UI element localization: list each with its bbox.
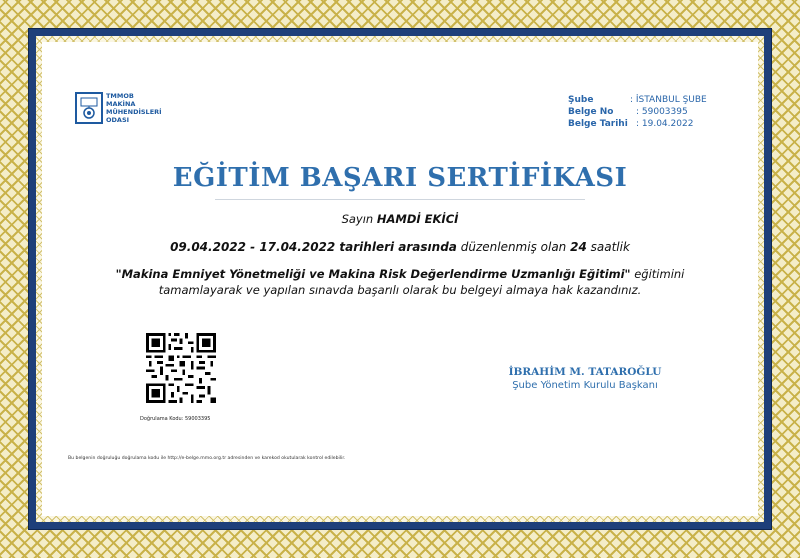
period-dates: 09.04.2022 - 17.04.2022 tarihleri arasında [170, 240, 457, 254]
logo-line: MAKİNA [106, 100, 136, 108]
period-hours: 24 [570, 240, 587, 254]
period-middle: düzenlenmiş olan [460, 240, 567, 254]
document-meta [568, 94, 707, 130]
meta-sube [568, 94, 707, 106]
title-divider [215, 199, 585, 200]
meta-belge-tarihi-value: : 19.04.2022 [636, 119, 694, 129]
logo-line: TMMOB [106, 92, 134, 100]
logo-line: ODASI [106, 116, 130, 124]
course-name: "Makina Emniyet Yönetmeliği ve Makina Risk Değerlendirme Uzmanlığı Eğitimi" [115, 267, 631, 281]
recipient-prefix: Sayın [341, 212, 374, 226]
period-line [0, 240, 800, 254]
signature-block [500, 366, 670, 391]
logo-line: MÜHENDİSLERİ [106, 108, 162, 116]
meta-sube-label: Şube [568, 95, 594, 105]
verification-note: Bu belgenin doğruluğu doğrulama kodu ile http://e-belge.mmo.org.tr adresinden ve karekod okutularak kontrol edilebilir. [68, 456, 346, 461]
qr-caption: Doğrulama Kodu: 59003395 [140, 416, 211, 422]
recipient-name: HAMDİ EKİCİ [376, 212, 459, 226]
recipient-line [0, 212, 800, 226]
signer-role: Şube Yönetim Kurulu Başkanı [512, 380, 658, 391]
qr-code-icon [146, 333, 216, 403]
meta-sube-value: : İSTANBUL ŞUBE [630, 95, 707, 105]
gear-emblem-icon [75, 92, 103, 124]
signer-name: İBRAHİM M. TATAROĞLU [508, 366, 662, 378]
meta-belge-no-value: : 59003395 [636, 107, 688, 117]
certificate-title: EĞİTİM BAŞARI SERTİFİKASI [172, 163, 628, 193]
meta-belge-no [568, 106, 707, 118]
meta-belge-tarihi [568, 118, 707, 130]
course-line-2: tamamlayarak ve yapılan sınavda başarılı olarak bu belgeyi almaya hak kazandınız. [158, 283, 642, 297]
organization-name [106, 92, 162, 124]
meta-belge-tarihi-label: Belge Tarihi [568, 119, 628, 129]
meta-belge-no-label: Belge No [568, 107, 614, 117]
course-line [0, 267, 800, 281]
organization-logo [75, 92, 162, 124]
period-suffix: saatlik [590, 240, 630, 254]
course-after: eğitimini [634, 267, 685, 281]
